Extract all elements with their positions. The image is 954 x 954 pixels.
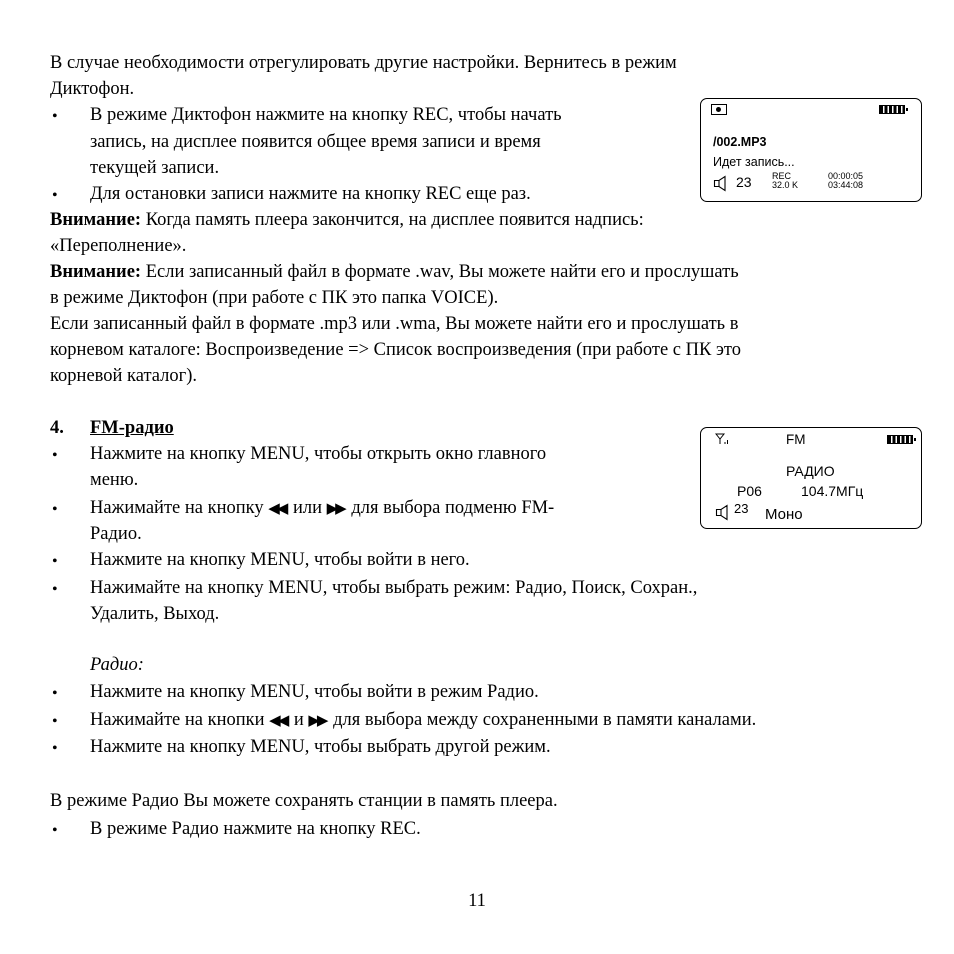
radio-subheading: Радио:: [90, 655, 144, 675]
lcd-time-current: 00:00:05: [828, 171, 864, 181]
lcd-record-screen: [700, 98, 922, 202]
lcd-status: Идет запись...: [713, 155, 795, 169]
battery-icon: [879, 105, 905, 114]
bullet: •: [52, 553, 58, 570]
fm-bullet-4-line-2: Удалить, Выход.: [90, 604, 220, 624]
section-number: 4.: [50, 418, 64, 438]
bullet: •: [52, 447, 58, 464]
save-text: В режиме Радио Вы можете сохранять станции в память плеера.: [50, 791, 558, 811]
warning-2-line-2: в режиме Диктофон (при работе с ПК это папка VOICE).: [50, 288, 499, 308]
radio-bullet-3: Нажмите на кнопку MENU, чтобы выбрать другой режим.: [90, 737, 551, 757]
warning-1-line-1: [50, 207, 644, 233]
warning-label: Внимание:: [50, 262, 142, 282]
prev-track-icon: ◀◀: [268, 499, 286, 517]
bullet: •: [52, 108, 58, 125]
intro-line-2: Диктофон.: [50, 79, 135, 99]
next-track-icon: ▶▶: [326, 499, 344, 517]
warning-1-line-2: «Переполнение».: [50, 236, 187, 256]
text-fragment: для выбора между сохраненными в памяти каналами.: [328, 710, 757, 730]
record-icon: [711, 104, 727, 115]
page-number: 11: [468, 891, 486, 911]
bullet: •: [52, 740, 58, 757]
bullet: •: [52, 685, 58, 702]
section-title: FM-радио: [90, 418, 174, 438]
fm-bullet-2-line-2: Радио.: [90, 524, 142, 544]
text-fragment: и: [289, 710, 309, 730]
warning-label: Внимание:: [50, 210, 142, 230]
warning-text: Если записанный файл в формате .wav, Вы можете найти его и прослушать: [141, 262, 739, 282]
prev-track-icon: ◀◀: [269, 711, 287, 729]
bullet: •: [52, 581, 58, 598]
lcd-filename: /002.MP3: [713, 135, 767, 149]
signal-icon: [715, 433, 733, 445]
intro-line-1: В случае необходимости отрегулировать другие настройки. Вернитесь в режим: [50, 53, 677, 73]
lcd-fm-volume: 23: [734, 501, 749, 516]
warning-text: Когда память плеера закончится, на дисплее появится надпись:: [141, 210, 644, 230]
lcd-fm-mode: РАДИО: [786, 463, 835, 479]
save-bullet-1: В режиме Радио нажмите на кнопку REC.: [90, 819, 421, 839]
text-fragment: Нажимайте на кнопки: [90, 710, 270, 730]
warning-2-line-1: [50, 259, 739, 285]
radio-bullet-1: Нажмите на кнопку MENU, чтобы войти в режим Радио.: [90, 682, 539, 702]
lcd-fm-screen: [700, 427, 922, 529]
mp3-line-1: Если записанный файл в формате .mp3 или .wma, Вы можете найти его и прослушать в: [50, 314, 739, 334]
radio-bullet-2: [90, 707, 756, 733]
text-fragment: для выбора подменю FM-: [346, 498, 555, 518]
text-fragment: или: [288, 498, 327, 518]
lcd-bitrate: 32.0 K: [772, 180, 799, 190]
battery-icon: [887, 435, 913, 444]
fm-bullet-1-line-2: меню.: [90, 470, 139, 490]
lcd-rec-label: REC: [772, 171, 792, 181]
mp3-line-2: корневом каталоге: Воспроизведение => Список воспроизведения (при работе с ПК это: [50, 340, 741, 360]
speaker-icon: [715, 504, 732, 521]
lcd-fm-audio: Моно: [765, 506, 803, 523]
next-track-icon: ▶▶: [308, 711, 326, 729]
mp3-line-3: корневой каталог).: [50, 366, 198, 386]
fm-bullet-1-line-1: Нажмите на кнопку MENU, чтобы открыть окно главного: [90, 444, 547, 464]
lcd-fm-header: FM: [786, 432, 806, 447]
text-fragment: Нажимайте на кнопку: [90, 498, 269, 518]
rec-bullet-1-line-3: текущей записи.: [90, 158, 220, 178]
lcd-time-total: 03:44:08: [828, 180, 864, 190]
lcd-fm-frequency: 104.7МГц: [801, 483, 864, 499]
bullet: •: [52, 187, 58, 204]
fm-bullet-3: Нажмите на кнопку MENU, чтобы войти в него.: [90, 550, 470, 570]
bullet: •: [52, 822, 58, 839]
speaker-icon: [713, 175, 730, 192]
bullet: •: [52, 501, 58, 518]
fm-bullet-4-line-1: Нажимайте на кнопку MENU, чтобы выбрать режим: Радио, Поиск, Сохран.,: [90, 578, 698, 598]
rec-bullet-1-line-2: запись, на дисплее появится общее время записи и время: [90, 132, 541, 152]
fm-bullet-2-line-1: [90, 495, 554, 521]
lcd-volume: 23: [736, 174, 752, 190]
rec-bullet-2: Для остановки записи нажмите на кнопку REC еще раз.: [90, 184, 531, 204]
lcd-fm-preset: P06: [737, 483, 762, 499]
rec-bullet-1-line-1: В режиме Диктофон нажмите на кнопку REC, чтобы начать: [90, 105, 562, 125]
bullet: •: [52, 713, 58, 730]
